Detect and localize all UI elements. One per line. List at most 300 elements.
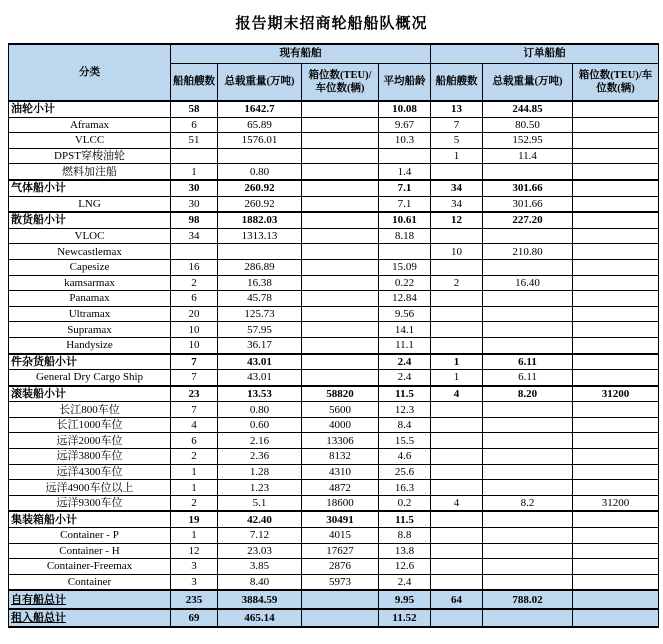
table-row-detail (9, 291, 659, 307)
value-cell-existing-ship-count: 1 (171, 528, 218, 544)
table-row-detail (9, 133, 659, 149)
value-cell-ordered-deadweight (483, 528, 573, 544)
value-cell-ordered-teu-slots (573, 480, 659, 496)
value-cell-ordered-teu-slots (573, 306, 659, 322)
value-cell-existing-deadweight: 16.38 (218, 275, 302, 291)
value-cell-existing-teu-slots (302, 164, 379, 180)
value-cell-average-age: 11.5 (379, 511, 431, 527)
value-cell-existing-teu-slots: 17627 (302, 543, 379, 559)
category-cell: 远洋2000车位 (9, 433, 171, 449)
value-cell-existing-teu-slots (302, 590, 379, 609)
value-cell-average-age (379, 148, 431, 164)
value-cell-existing-deadweight: 286.89 (218, 259, 302, 275)
value-cell-ordered-teu-slots (573, 101, 659, 117)
category-cell: kamsarmax (9, 275, 171, 291)
value-cell-ordered-deadweight: 11.4 (483, 148, 573, 164)
column-group-existing-ships: 现有船舶 (171, 44, 431, 64)
value-cell-existing-teu-slots (302, 228, 379, 244)
value-cell-existing-ship-count: 1 (171, 164, 218, 180)
value-cell-average-age: 8.8 (379, 528, 431, 544)
value-cell-ordered-teu-slots (573, 259, 659, 275)
value-cell-existing-ship-count: 3 (171, 559, 218, 575)
value-cell-average-age: 9.95 (379, 590, 431, 609)
value-cell-existing-deadweight: 43.01 (218, 354, 302, 370)
value-cell-average-age: 15.5 (379, 433, 431, 449)
value-cell-ordered-teu-slots (573, 337, 659, 353)
value-cell-existing-ship-count: 19 (171, 511, 218, 527)
value-cell-ordered-ship-count (431, 306, 483, 322)
value-cell-existing-ship-count: 30 (171, 196, 218, 212)
value-cell-ordered-teu-slots: 31200 (573, 386, 659, 402)
value-cell-existing-ship-count: 58 (171, 101, 218, 117)
value-cell-average-age: 8.18 (379, 228, 431, 244)
category-cell: 远洋3800车位 (9, 449, 171, 465)
category-cell: 长江800车位 (9, 402, 171, 418)
value-cell-ordered-teu-slots (573, 449, 659, 465)
value-cell-existing-deadweight: 125.73 (218, 306, 302, 322)
value-cell-existing-deadweight: 0.80 (218, 402, 302, 418)
category-cell: Container (9, 574, 171, 590)
value-cell-existing-deadweight: 13.53 (218, 386, 302, 402)
value-cell-ordered-deadweight (483, 402, 573, 418)
category-cell: Panamax (9, 291, 171, 307)
value-cell-ordered-ship-count: 12 (431, 212, 483, 228)
value-cell-ordered-teu-slots (573, 370, 659, 386)
value-cell-average-age: 0.22 (379, 275, 431, 291)
value-cell-ordered-teu-slots (573, 528, 659, 544)
value-cell-existing-ship-count: 10 (171, 337, 218, 353)
value-cell-ordered-deadweight: 210.80 (483, 244, 573, 260)
value-cell-average-age (379, 244, 431, 260)
value-cell-ordered-ship-count: 7 (431, 117, 483, 133)
category-cell: 气体船小计 (9, 180, 171, 196)
table-row-detail (9, 370, 659, 386)
value-cell-existing-teu-slots (302, 275, 379, 291)
value-cell-ordered-ship-count: 1 (431, 370, 483, 386)
value-cell-existing-ship-count: 98 (171, 212, 218, 228)
table-group-header-row (9, 44, 659, 64)
value-cell-ordered-teu-slots (573, 196, 659, 212)
value-cell-average-age: 11.52 (379, 609, 431, 628)
category-cell: General Dry Cargo Ship (9, 370, 171, 386)
value-cell-average-age: 8.4 (379, 417, 431, 433)
value-cell-ordered-deadweight (483, 574, 573, 590)
table-row-detail (9, 528, 659, 544)
value-cell-ordered-deadweight: 244.85 (483, 101, 573, 117)
value-cell-existing-deadweight: 1.28 (218, 464, 302, 480)
value-cell-ordered-ship-count (431, 449, 483, 465)
value-cell-ordered-deadweight: 8.2 (483, 495, 573, 511)
value-cell-ordered-teu-slots (573, 559, 659, 575)
value-cell-existing-ship-count: 1 (171, 480, 218, 496)
value-cell-existing-teu-slots: 18600 (302, 495, 379, 511)
column-header-ordered-teu-slots: 箱位数(TEU)/车位数(辆) (573, 64, 659, 102)
value-cell-ordered-teu-slots (573, 590, 659, 609)
value-cell-average-age: 13.8 (379, 543, 431, 559)
value-cell-average-age: 2.4 (379, 354, 431, 370)
value-cell-existing-ship-count: 7 (171, 354, 218, 370)
value-cell-existing-ship-count (171, 244, 218, 260)
value-cell-existing-ship-count: 6 (171, 433, 218, 449)
category-cell: 件杂货船小计 (9, 354, 171, 370)
value-cell-ordered-teu-slots (573, 212, 659, 228)
value-cell-ordered-ship-count: 34 (431, 180, 483, 196)
value-cell-ordered-deadweight: 152.95 (483, 133, 573, 149)
value-cell-existing-teu-slots: 58820 (302, 386, 379, 402)
value-cell-existing-deadweight: 465.14 (218, 609, 302, 628)
value-cell-ordered-teu-slots (573, 402, 659, 418)
value-cell-ordered-deadweight (483, 228, 573, 244)
value-cell-existing-ship-count: 7 (171, 402, 218, 418)
value-cell-ordered-teu-slots (573, 244, 659, 260)
value-cell-existing-ship-count: 6 (171, 291, 218, 307)
category-cell: 远洋4300车位 (9, 464, 171, 480)
value-cell-existing-ship-count: 69 (171, 609, 218, 628)
value-cell-ordered-ship-count (431, 322, 483, 338)
table-row-detail (9, 402, 659, 418)
value-cell-existing-deadweight (218, 148, 302, 164)
value-cell-average-age: 16.3 (379, 480, 431, 496)
value-cell-ordered-ship-count: 5 (431, 133, 483, 149)
value-cell-existing-deadweight: 36.17 (218, 337, 302, 353)
table-row-subtotal (9, 511, 659, 527)
value-cell-average-age: 25.6 (379, 464, 431, 480)
category-cell: 长江1000车位 (9, 417, 171, 433)
value-cell-ordered-deadweight: 227.20 (483, 212, 573, 228)
table-row-detail (9, 337, 659, 353)
value-cell-average-age: 12.6 (379, 559, 431, 575)
category-cell: VLCC (9, 133, 171, 149)
value-cell-ordered-ship-count (431, 337, 483, 353)
value-cell-existing-teu-slots (302, 117, 379, 133)
value-cell-existing-ship-count: 2 (171, 275, 218, 291)
category-cell: VLOC (9, 228, 171, 244)
value-cell-existing-ship-count: 20 (171, 306, 218, 322)
column-group-ordered-ships: 订单船舶 (431, 44, 659, 64)
value-cell-ordered-deadweight (483, 449, 573, 465)
category-cell: 集装箱船小计 (9, 511, 171, 527)
column-header-average-age: 平均船龄 (379, 64, 431, 102)
table-row-detail (9, 196, 659, 212)
value-cell-existing-deadweight: 43.01 (218, 370, 302, 386)
value-cell-existing-teu-slots: 13306 (302, 433, 379, 449)
value-cell-average-age: 14.1 (379, 322, 431, 338)
value-cell-average-age: 7.1 (379, 180, 431, 196)
value-cell-existing-deadweight: 5.1 (218, 495, 302, 511)
category-cell: Supramax (9, 322, 171, 338)
value-cell-existing-teu-slots (302, 259, 379, 275)
value-cell-ordered-deadweight (483, 322, 573, 338)
value-cell-ordered-deadweight (483, 291, 573, 307)
value-cell-existing-teu-slots: 4872 (302, 480, 379, 496)
value-cell-existing-teu-slots (302, 101, 379, 117)
value-cell-ordered-teu-slots (573, 275, 659, 291)
column-header-existing-deadweight: 总载重量(万吨) (218, 64, 302, 102)
value-cell-ordered-deadweight: 6.11 (483, 354, 573, 370)
value-cell-existing-deadweight: 65.89 (218, 117, 302, 133)
value-cell-ordered-ship-count (431, 574, 483, 590)
table-row-detail (9, 574, 659, 590)
value-cell-existing-teu-slots (302, 337, 379, 353)
value-cell-ordered-ship-count (431, 609, 483, 628)
value-cell-existing-teu-slots (302, 133, 379, 149)
value-cell-existing-teu-slots: 5973 (302, 574, 379, 590)
value-cell-existing-deadweight: 45.78 (218, 291, 302, 307)
value-cell-ordered-ship-count (431, 511, 483, 527)
value-cell-existing-teu-slots: 8132 (302, 449, 379, 465)
value-cell-ordered-deadweight (483, 559, 573, 575)
value-cell-ordered-deadweight (483, 480, 573, 496)
value-cell-ordered-teu-slots (573, 574, 659, 590)
table-row-subtotal (9, 354, 659, 370)
value-cell-ordered-teu-slots (573, 511, 659, 527)
table-row-detail (9, 480, 659, 496)
category-cell: Newcastlemax (9, 244, 171, 260)
value-cell-ordered-teu-slots (573, 464, 659, 480)
value-cell-existing-ship-count: 7 (171, 370, 218, 386)
value-cell-ordered-teu-slots (573, 543, 659, 559)
value-cell-existing-deadweight: 1313.13 (218, 228, 302, 244)
value-cell-ordered-teu-slots (573, 180, 659, 196)
value-cell-ordered-deadweight (483, 337, 573, 353)
value-cell-ordered-teu-slots (573, 148, 659, 164)
value-cell-existing-ship-count: 235 (171, 590, 218, 609)
value-cell-ordered-deadweight: 80.50 (483, 117, 573, 133)
category-cell: Container - P (9, 528, 171, 544)
column-header-ordered-deadweight: 总载重量(万吨) (483, 64, 573, 102)
table-row-detail (9, 464, 659, 480)
value-cell-existing-deadweight (218, 244, 302, 260)
value-cell-ordered-ship-count: 4 (431, 386, 483, 402)
table-row-subtotal (9, 386, 659, 402)
value-cell-existing-ship-count: 10 (171, 322, 218, 338)
value-cell-existing-deadweight: 3.85 (218, 559, 302, 575)
value-cell-ordered-ship-count: 13 (431, 101, 483, 117)
value-cell-existing-teu-slots (302, 354, 379, 370)
value-cell-average-age: 12.3 (379, 402, 431, 418)
value-cell-average-age: 12.84 (379, 291, 431, 307)
value-cell-average-age: 9.56 (379, 306, 431, 322)
value-cell-average-age: 9.67 (379, 117, 431, 133)
value-cell-average-age: 10.08 (379, 101, 431, 117)
category-cell: 自有船总计 (9, 590, 171, 609)
table-row-detail (9, 322, 659, 338)
category-cell: 滚装船小计 (9, 386, 171, 402)
value-cell-existing-deadweight: 2.16 (218, 433, 302, 449)
category-cell: LNG (9, 196, 171, 212)
value-cell-ordered-ship-count (431, 464, 483, 480)
value-cell-ordered-ship-count: 34 (431, 196, 483, 212)
value-cell-existing-ship-count: 1 (171, 464, 218, 480)
value-cell-existing-teu-slots (302, 370, 379, 386)
value-cell-existing-deadweight: 1.23 (218, 480, 302, 496)
value-cell-existing-teu-slots: 4015 (302, 528, 379, 544)
value-cell-existing-deadweight: 260.92 (218, 180, 302, 196)
value-cell-average-age: 15.09 (379, 259, 431, 275)
value-cell-existing-ship-count (171, 148, 218, 164)
page-title: 报告期末招商轮船船队概况 (235, 16, 428, 32)
value-cell-existing-teu-slots (302, 306, 379, 322)
value-cell-ordered-deadweight (483, 417, 573, 433)
value-cell-ordered-teu-slots (573, 291, 659, 307)
value-cell-existing-deadweight: 7.12 (218, 528, 302, 544)
value-cell-existing-ship-count: 4 (171, 417, 218, 433)
value-cell-ordered-teu-slots (573, 322, 659, 338)
value-cell-existing-ship-count: 3 (171, 574, 218, 590)
value-cell-ordered-ship-count (431, 559, 483, 575)
table-row-subtotal (9, 212, 659, 228)
value-cell-existing-ship-count: 12 (171, 543, 218, 559)
value-cell-ordered-teu-slots (573, 433, 659, 449)
value-cell-existing-deadweight: 1642.7 (218, 101, 302, 117)
value-cell-existing-deadweight: 1882.03 (218, 212, 302, 228)
table-row-detail (9, 559, 659, 575)
value-cell-existing-teu-slots (302, 148, 379, 164)
value-cell-existing-deadweight: 23.03 (218, 543, 302, 559)
value-cell-ordered-teu-slots (573, 164, 659, 180)
table-row-detail (9, 306, 659, 322)
table-row-subtotal (9, 101, 659, 117)
category-cell: Capesize (9, 259, 171, 275)
report-page (0, 12, 663, 628)
value-cell-existing-teu-slots: 4000 (302, 417, 379, 433)
value-cell-existing-teu-slots (302, 609, 379, 628)
value-cell-ordered-teu-slots (573, 417, 659, 433)
value-cell-existing-deadweight: 1576.01 (218, 133, 302, 149)
value-cell-ordered-teu-slots: 31200 (573, 495, 659, 511)
table-row-detail (9, 117, 659, 133)
value-cell-existing-teu-slots (302, 244, 379, 260)
table-row-detail (9, 164, 659, 180)
value-cell-ordered-ship-count (431, 228, 483, 244)
column-header-ordered-ship-count: 船舶艘数 (431, 64, 483, 102)
value-cell-average-age: 2.4 (379, 370, 431, 386)
value-cell-existing-teu-slots (302, 180, 379, 196)
value-cell-average-age: 11.5 (379, 386, 431, 402)
value-cell-ordered-ship-count (431, 417, 483, 433)
category-cell: Ultramax (9, 306, 171, 322)
table-row-detail (9, 543, 659, 559)
value-cell-ordered-deadweight (483, 433, 573, 449)
column-header-category: 分类 (9, 44, 171, 101)
value-cell-existing-teu-slots: 30491 (302, 511, 379, 527)
value-cell-existing-teu-slots (302, 322, 379, 338)
category-cell: 远洋4900车位以上 (9, 480, 171, 496)
value-cell-average-age: 0.2 (379, 495, 431, 511)
value-cell-average-age: 10.61 (379, 212, 431, 228)
value-cell-existing-ship-count: 2 (171, 449, 218, 465)
value-cell-ordered-deadweight: 16.40 (483, 275, 573, 291)
value-cell-ordered-ship-count: 2 (431, 275, 483, 291)
value-cell-existing-teu-slots (302, 212, 379, 228)
table-row-detail (9, 244, 659, 260)
value-cell-ordered-ship-count: 10 (431, 244, 483, 260)
value-cell-existing-teu-slots: 5600 (302, 402, 379, 418)
value-cell-average-age: 11.1 (379, 337, 431, 353)
column-header-existing-ship-count: 船舶艘数 (171, 64, 218, 102)
value-cell-ordered-teu-slots (573, 228, 659, 244)
value-cell-ordered-deadweight: 788.02 (483, 590, 573, 609)
table-row-detail (9, 417, 659, 433)
value-cell-ordered-ship-count (431, 543, 483, 559)
value-cell-ordered-ship-count: 4 (431, 495, 483, 511)
category-cell: Container - H (9, 543, 171, 559)
value-cell-ordered-ship-count (431, 291, 483, 307)
value-cell-existing-teu-slots (302, 291, 379, 307)
table-row-detail (9, 228, 659, 244)
value-cell-existing-ship-count: 30 (171, 180, 218, 196)
value-cell-existing-deadweight: 8.40 (218, 574, 302, 590)
value-cell-average-age: 4.6 (379, 449, 431, 465)
table-row-detail (9, 495, 659, 511)
category-cell: DPST穿梭油轮 (9, 148, 171, 164)
value-cell-existing-deadweight: 0.60 (218, 417, 302, 433)
column-header-existing-teu-slots: 箱位数(TEU)/车位数(辆) (302, 64, 379, 102)
value-cell-ordered-ship-count (431, 480, 483, 496)
value-cell-existing-deadweight: 57.95 (218, 322, 302, 338)
value-cell-ordered-deadweight: 6.11 (483, 370, 573, 386)
value-cell-ordered-deadweight (483, 464, 573, 480)
value-cell-ordered-teu-slots (573, 354, 659, 370)
value-cell-ordered-deadweight (483, 543, 573, 559)
category-cell: 租入船总计 (9, 609, 171, 628)
value-cell-ordered-ship-count (431, 164, 483, 180)
table-row-detail (9, 275, 659, 291)
value-cell-average-age: 2.4 (379, 574, 431, 590)
value-cell-ordered-teu-slots (573, 609, 659, 628)
category-cell: 燃料加注船 (9, 164, 171, 180)
value-cell-average-age: 7.1 (379, 196, 431, 212)
table-row-total (9, 590, 659, 609)
value-cell-ordered-deadweight (483, 164, 573, 180)
value-cell-existing-ship-count: 23 (171, 386, 218, 402)
category-cell: 散货船小计 (9, 212, 171, 228)
value-cell-existing-teu-slots (302, 196, 379, 212)
value-cell-ordered-ship-count: 1 (431, 354, 483, 370)
value-cell-existing-ship-count: 16 (171, 259, 218, 275)
table-row-detail (9, 259, 659, 275)
value-cell-average-age: 1.4 (379, 164, 431, 180)
value-cell-ordered-ship-count (431, 433, 483, 449)
value-cell-ordered-deadweight (483, 306, 573, 322)
table-row-detail (9, 433, 659, 449)
category-cell: 远洋9300车位 (9, 495, 171, 511)
value-cell-average-age: 10.3 (379, 133, 431, 149)
value-cell-ordered-deadweight (483, 609, 573, 628)
value-cell-ordered-teu-slots (573, 117, 659, 133)
category-cell: Container-Freemax (9, 559, 171, 575)
value-cell-ordered-ship-count (431, 259, 483, 275)
category-cell: Handysize (9, 337, 171, 353)
value-cell-existing-teu-slots: 4310 (302, 464, 379, 480)
value-cell-ordered-deadweight: 8.20 (483, 386, 573, 402)
value-cell-existing-teu-slots: 2876 (302, 559, 379, 575)
table-row-total (9, 609, 659, 628)
value-cell-ordered-teu-slots (573, 133, 659, 149)
value-cell-ordered-ship-count (431, 402, 483, 418)
table-row-detail (9, 449, 659, 465)
value-cell-existing-deadweight: 3884.59 (218, 590, 302, 609)
table-row-subtotal (9, 180, 659, 196)
value-cell-ordered-deadweight: 301.66 (483, 180, 573, 196)
value-cell-ordered-deadweight (483, 511, 573, 527)
value-cell-existing-deadweight: 0.80 (218, 164, 302, 180)
value-cell-existing-ship-count: 34 (171, 228, 218, 244)
value-cell-existing-deadweight: 42.40 (218, 511, 302, 527)
value-cell-existing-ship-count: 6 (171, 117, 218, 133)
value-cell-existing-ship-count: 2 (171, 495, 218, 511)
value-cell-ordered-ship-count (431, 528, 483, 544)
